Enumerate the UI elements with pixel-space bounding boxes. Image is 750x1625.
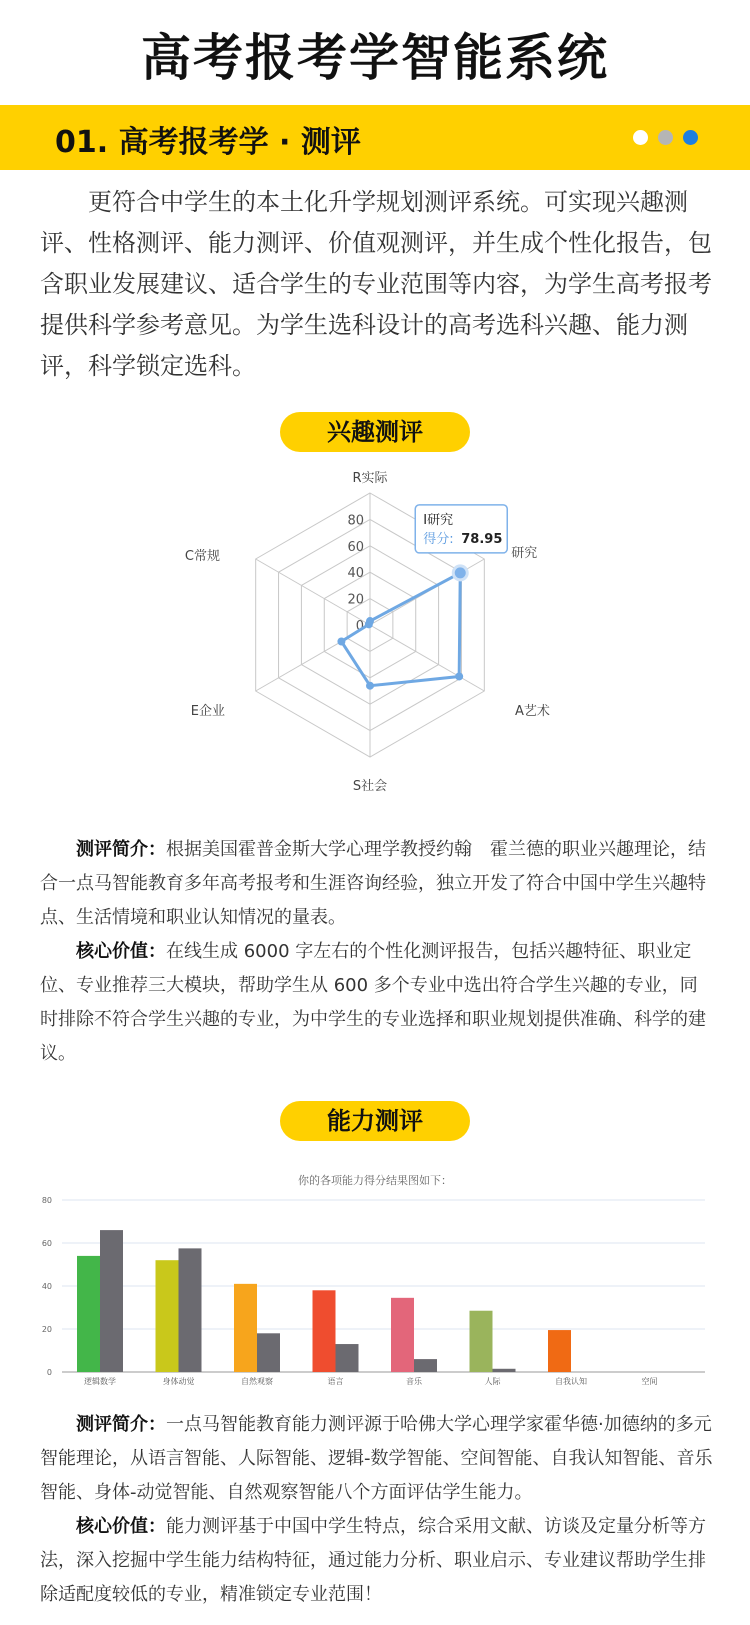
bar-x-tick-label: 空间 [641, 1377, 658, 1386]
bar-series1-7 [548, 1330, 571, 1372]
bar-series1-1 [77, 1256, 100, 1372]
interest-value-lead: 核心价值： [76, 941, 166, 962]
bar-series2-6 [493, 1369, 516, 1372]
radar-tick-label: 20 [347, 592, 364, 608]
interest-assessment-pill: 兴趣测评 [280, 412, 470, 452]
radar-tick-label: 40 [347, 566, 364, 582]
interest-radar-chart [0, 471, 750, 820]
ability-intro-lead: 测评简介： [76, 1414, 166, 1435]
bar-series2-4 [336, 1344, 359, 1372]
carousel-dot-2[interactable] [658, 130, 673, 145]
radar-point [453, 566, 467, 580]
bar-y-tick-label: 80 [41, 1196, 52, 1205]
bar-y-tick-label: 0 [46, 1368, 52, 1377]
radar-axis-label: 研究 [511, 545, 538, 561]
ability-description [40, 1408, 715, 1612]
ability-value-text: 能力测评基于中国中学生特点，综合采用文献、访谈及定量分析等方法，深入挖掘中学生能力结构特征，通过能力分析、职业启示、专业建议帮助学生排除适配度较低的专业，精准锁定专业范围！ [40, 1516, 706, 1605]
radar-point [366, 682, 374, 690]
bar-x-tick-label: 人际 [484, 1377, 501, 1386]
radar-point [365, 620, 373, 628]
bar-chart-title: 你的各项能力得分结果图如下： [298, 1174, 452, 1187]
ability-value-paragraph [40, 1510, 715, 1612]
bar-series1-4 [313, 1290, 336, 1372]
bar-series1-2 [156, 1260, 179, 1372]
bar-x-tick-label: 自然观察 [241, 1377, 273, 1386]
intro-paragraph: 更符合中学生的本土化升学规划测评系统。可实现兴趣测评、性格测评、能力测评、价值观测评，并生成个性化报告，包含职业发展建议、适合学生的专业范围等内容，为学生高考报考提供科学参考意见。为学生选科设计的高考选科兴趣、能力测评，科学锁定选科。 [40, 188, 712, 380]
radar-axis-label: S社会 [352, 779, 388, 794]
bar-series1-3 [234, 1284, 257, 1372]
radar-tooltip-value: 78.95 [461, 531, 503, 547]
ability-assessment-pill: 能力测评 [280, 1101, 470, 1141]
bar-x-tick-label: 身体动觉 [162, 1377, 195, 1386]
radar-point [455, 672, 463, 680]
bar-x-tick-label: 自我认知 [555, 1377, 587, 1386]
carousel-dots [633, 130, 698, 145]
bar-x-tick-label: 逻辑数学 [84, 1377, 116, 1386]
interest-intro-text: 根据美国霍普金斯大学心理学教授约翰 霍兰德的职业兴趣理论，结合一点马智能教育多年高考报考和生涯咨询经验，独立开发了符合中国中学生兴趣特点、生活情境和职业认知情况的量表。 [40, 839, 706, 928]
interest-description [40, 833, 715, 1071]
bar-series1-6 [470, 1311, 493, 1372]
interest-value-text: 在线生成 6000 字左右的个性化测评报告，包括兴趣特征、职业定位、专业推荐三大模块，帮助学生从 600 多个专业中选出符合学生兴趣的专业，同时排除不符合学生兴趣的专业，为中学生的专业选择和职业规划提供准确、科学的建议。 [40, 941, 706, 1064]
interest-intro-lead: 测评简介： [76, 839, 166, 860]
bar-x-tick-label: 语言 [327, 1377, 344, 1386]
bar-series2-3 [257, 1333, 280, 1372]
radar-axis-label: E企业 [190, 704, 225, 719]
radar-tooltip-label: 得分: [423, 531, 454, 547]
bar-x-tick-label: 音乐 [406, 1377, 422, 1386]
section-header-bar [0, 105, 750, 170]
carousel-dot-1[interactable] [633, 130, 648, 145]
radar-tooltip-title: I研究 [423, 512, 454, 528]
ability-value-lead: 核心价值： [76, 1516, 166, 1537]
radar-axis-label: A艺术 [515, 704, 550, 719]
carousel-dot-3[interactable] [683, 130, 698, 145]
section-title: 01. 高考报考学 · 测评 [55, 125, 361, 160]
radar-point [337, 638, 345, 646]
bar-y-tick-label: 40 [41, 1282, 52, 1291]
bar-y-tick-label: 60 [41, 1239, 52, 1248]
radar-tick-label: 80 [347, 513, 364, 529]
radar-tick-label: 0 [355, 619, 364, 634]
interest-value-paragraph [40, 935, 715, 1071]
interest-intro-paragraph [40, 833, 715, 935]
bar-series2-5 [414, 1359, 437, 1372]
bar-series2-2 [179, 1248, 202, 1372]
ability-intro-text: 一点马智能教育能力测评源于哈佛大学心理学家霍华德·加德纳的多元智能理论，从语言智能、人际智能、逻辑-数学智能、空间智能、自我认知智能、音乐智能、身体-动觉智能、自然观察智能八个方面评估学生能力。 [40, 1414, 713, 1503]
ability-bar-chart [0, 1170, 750, 1385]
ability-intro-paragraph [40, 1408, 715, 1510]
bar-series2-1 [100, 1230, 123, 1372]
radar-tick-label: 60 [347, 539, 364, 555]
bar-y-tick-label: 20 [41, 1325, 52, 1334]
radar-axis-label: C常规 [184, 549, 220, 564]
page-title: 高考报考学智能系统 [141, 29, 609, 87]
bar-series1-5 [391, 1298, 414, 1372]
radar-axis-label: R实际 [352, 471, 388, 486]
